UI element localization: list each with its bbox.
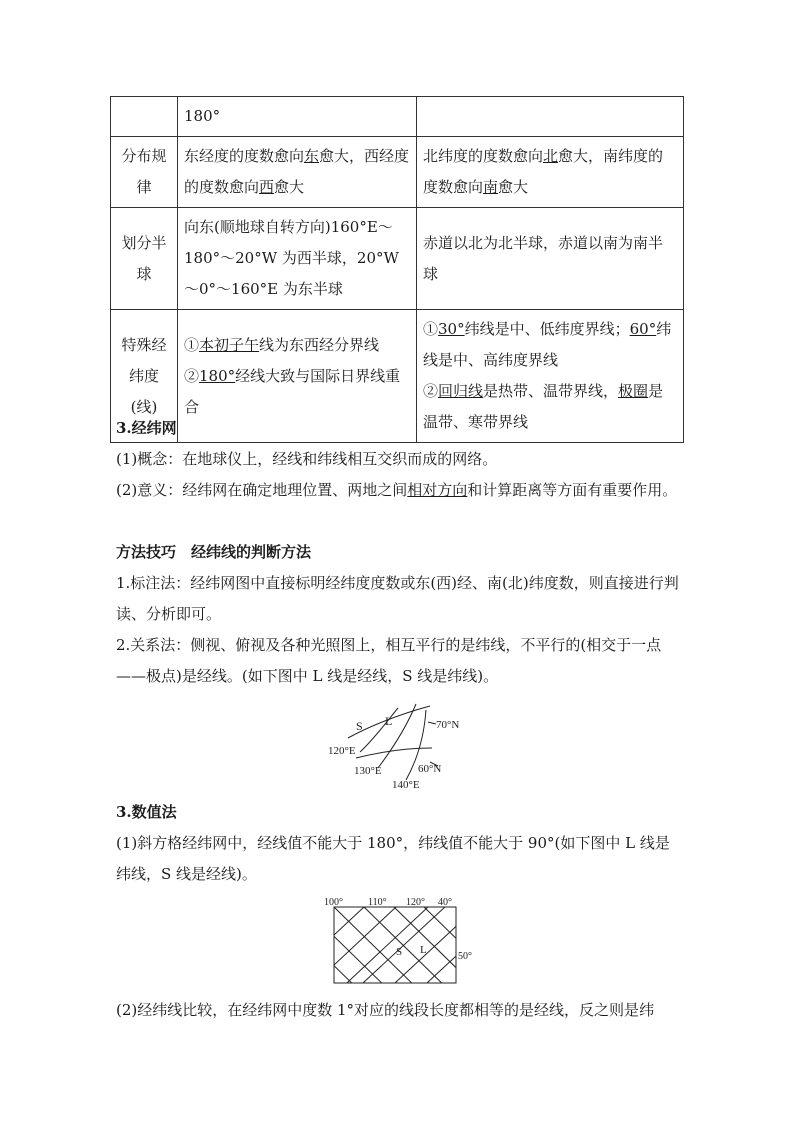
row-header (111, 97, 178, 137)
row-header: 分布规律 (111, 137, 178, 208)
numeric-item-1: (1)斜方格经纬网中，经线值不能大于 180°，纬线值不能大于 90°(如下图中 L 线是纬线，S 线是经线)。 (116, 834, 670, 883)
label-130e: 130°E (354, 765, 382, 777)
table-row (111, 137, 684, 208)
latitude-cell: ①30°纬线是中、低纬度界线；60°纬线是中、高纬度界线 ②回归线是热带、温带界线，极圈是温带、寒带界线 (417, 310, 684, 443)
longitude-cell: 180° (178, 97, 417, 137)
side-view-graticule-figure (320, 700, 480, 795)
row-header: 划分半球 (111, 208, 178, 310)
latitude-longitude-table (110, 96, 684, 443)
label-s: S (396, 946, 403, 958)
label-120: 120° (406, 897, 425, 908)
table-row (111, 97, 684, 137)
label-50: 50° (458, 951, 472, 962)
longitude-cell: 向东(顺地球自转方向)160°E～180°～20°W 为西半球，20°W～0°～160°E 为东半球 (178, 208, 417, 310)
longitude-cell: ①本初子午线为东西经分界线 ②180°经线大致与国际日界线重合 (178, 310, 417, 443)
longitude-cell: 东经度的度数愈向东愈大，西经度的度数愈向西愈大 (178, 137, 417, 208)
latitude-line-60 (356, 748, 432, 758)
latitude-cell: 北纬度的度数愈向北愈大，南纬度的度数愈向南愈大 (417, 137, 684, 208)
label-140e: 140°E (392, 779, 420, 791)
label-l: L (385, 714, 393, 728)
label-40: 40° (438, 897, 452, 908)
leader-line (428, 722, 436, 724)
label-s: S (356, 719, 363, 733)
meaning-paragraph: (2)意义：经纬网在确定地理位置、两地之间相对方向和计算距离等方面有重要作用。 (116, 481, 678, 499)
label-100: 100° (324, 897, 343, 908)
latitude-cell (417, 97, 684, 137)
concept-paragraph: (1)概念：在地球仪上，经线和纬线相互交织而成的网络。 (116, 450, 498, 468)
method-item-2: 2.关系法：侧视、俯视及各种光照图上，相互平行的是纬线，不平行的(相交于一点——极点)是经线。(如下图中 L 线是经线，S 线是纬线)。 (116, 636, 662, 685)
meridian-130 (378, 704, 416, 768)
label-l: L (420, 944, 427, 956)
numeric-item-2: (2)经纬线比较，在经纬网中度数 1°对应的线段长度都相等的是经线，反之则是纬 (116, 1001, 655, 1019)
section-title: 3.经纬网 (116, 419, 177, 437)
method-item-1: 1.标注法：经纬网图中直接标明经纬度度数或东(西)经、南(北)纬度数，则直接进行判读、分析即可。 (116, 574, 679, 623)
label-120e: 120°E (328, 745, 356, 757)
row-header: 特殊经纬度(线) (111, 310, 178, 443)
latitude-cell: 赤道以北为北半球，赤道以南为南半球 (417, 208, 684, 310)
table-row (111, 208, 684, 310)
oblique-graticule-figure (320, 895, 480, 991)
label-110: 110° (368, 897, 387, 908)
label-70n: 70°N (436, 719, 460, 731)
label-60n: 60°N (418, 763, 442, 775)
numeric-method-title: 3.数值法 (116, 803, 177, 821)
method-title: 方法技巧 经纬线的判断方法 (116, 543, 312, 561)
